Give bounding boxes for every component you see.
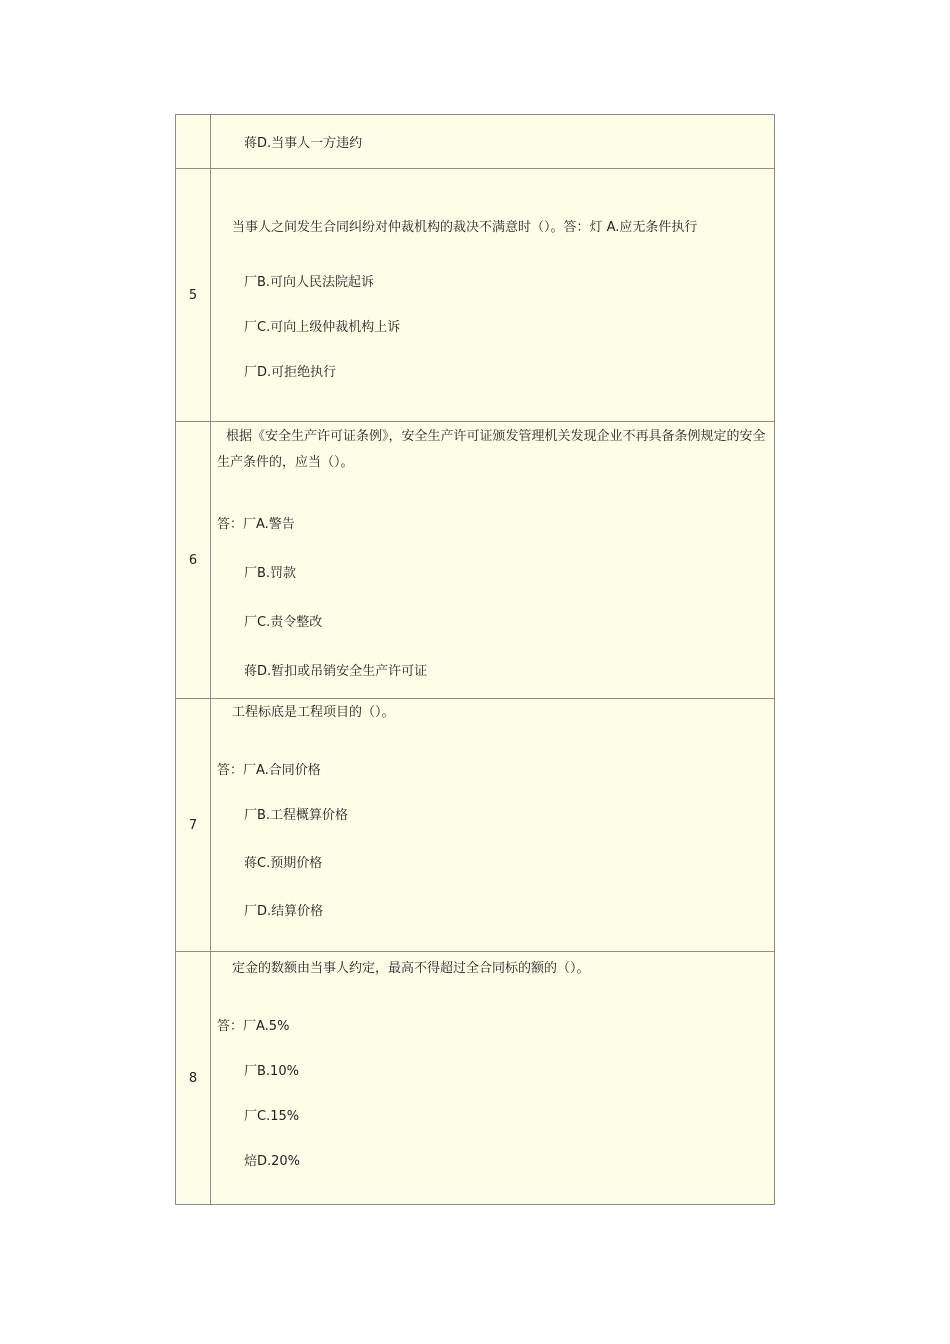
- question-number: 7: [176, 699, 211, 952]
- option-c: 蒋C.预期价格: [244, 856, 323, 871]
- option-c: 厂C.责令整改: [244, 615, 323, 630]
- question-cell: [211, 169, 775, 422]
- question-stem: 定金的数额由当事人约定，最高不得超过全合同标的额的（）。: [232, 961, 590, 976]
- question-cell: [211, 952, 775, 1205]
- question-table: [175, 114, 775, 1205]
- question-number: 8: [176, 952, 211, 1205]
- question-row: [176, 115, 775, 169]
- option-b: 厂B.工程概算价格: [244, 808, 349, 823]
- option-d: 厂D.结算价格: [244, 904, 324, 919]
- question-stem: 根据《安全生产许可证条例》，安全生产许可证颁发管理机关发现企业不再具备条例规定的安全生产条件的，应当（）。: [217, 429, 766, 470]
- option-b: 厂B.可向人民法院起诉: [244, 275, 375, 290]
- option-b: 厂B.罚款: [244, 566, 297, 581]
- option-d: 蒋D.暂扣或吊销安全生产许可证: [244, 664, 428, 679]
- question-cell: [211, 422, 775, 699]
- question-stem: 当事人之间发生合同纠纷对仲裁机构的裁决不满意时（）。答：灯 A.应无条件执行: [232, 220, 698, 235]
- question-row: [176, 952, 775, 1205]
- option-d: 蒋D.当事人一方违约: [244, 136, 363, 151]
- question-row: [176, 422, 775, 699]
- question-number: 6: [176, 422, 211, 699]
- option-d: 厂D.可拒绝执行: [244, 365, 337, 380]
- question-stem: 工程标底是工程项目的（）。: [232, 705, 395, 720]
- question-row: [176, 699, 775, 952]
- question-row: [176, 169, 775, 422]
- option-a: 答：厂A.警告: [217, 517, 295, 532]
- option-a: 答：厂A.合同价格: [217, 763, 321, 778]
- question-number: 5: [176, 169, 211, 422]
- question-cell: [211, 115, 775, 169]
- option-b: 厂B.10%: [244, 1064, 299, 1079]
- option-a: 答：厂A.5%: [217, 1019, 290, 1034]
- option-c: 厂C.15%: [244, 1109, 300, 1124]
- question-cell: [211, 699, 775, 952]
- option-d: 焙D.20%: [244, 1154, 301, 1169]
- question-number: [176, 115, 211, 169]
- option-c: 厂C.可向上级仲裁机构上诉: [244, 320, 401, 335]
